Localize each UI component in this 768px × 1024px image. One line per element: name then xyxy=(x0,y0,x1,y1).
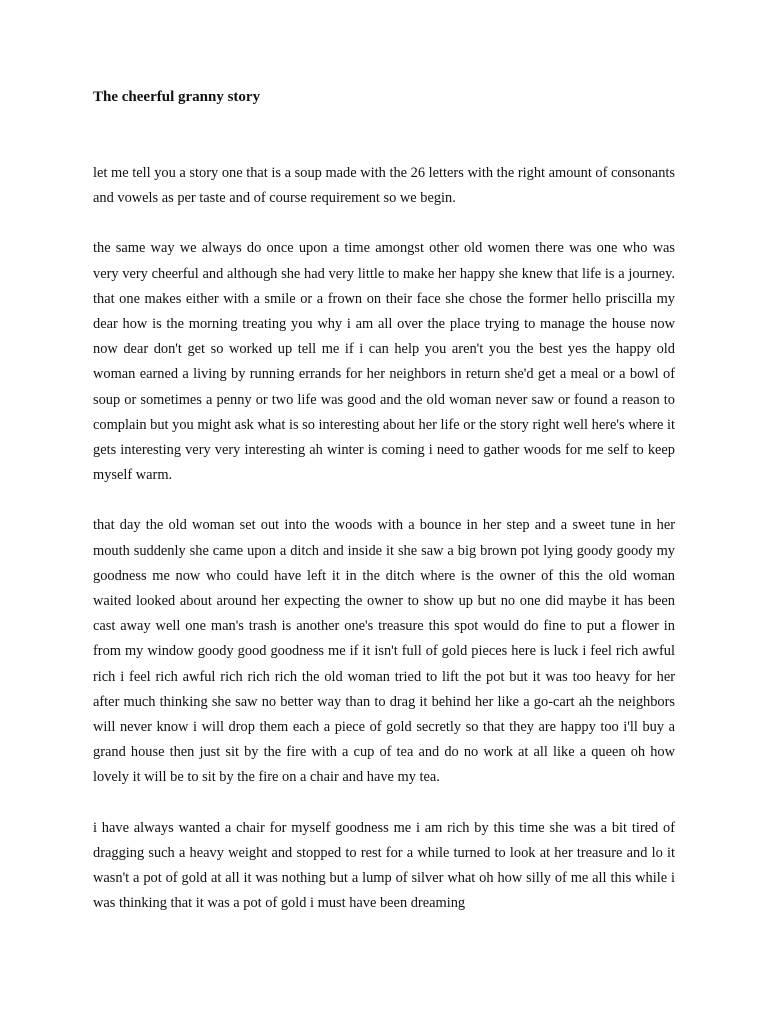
document-title: The cheerful granny story xyxy=(93,89,261,105)
paragraph-cheerful-woman: the same way we always do once upon a time amongst other old women there was one who was very very cheerful and although she had very little to make her happy she knew that life is a journey. that one makes either with a smile or a frown on their face she chose the former hello priscilla my dear how is the morning treating you why i am all over the place trying to manage the house now now dear don't get so worked up tell me if i can help you aren't you the best yes the happy old woman earned a living by running errands for her neighbors in return she'd get a meal or a bowl of soup or sometimes a penny or two life was good and the old woman never saw or found a reason to complain but you might ask what is so interesting about her life or the story right well here's where it gets interesting very very interesting ah winter is coming i need to gather woods for me self to keep myself warm. xyxy=(93,240,675,484)
story-body xyxy=(93,161,675,941)
paragraph-pot-in-ditch: that day the old woman set out into the woods with a bounce in her step and a sweet tune in her mouth suddenly she came upon a ditch and inside it she saw a big brown pot lying goody goody my goodness me now who could have left it in the ditch where is the owner of this the old woman waited looked about around her expecting the owner to show up but no one did maybe it has been cast away well one man's trash is another one's treasure this spot would do fine to put a flower in from my window goody good goodness me if it isn't full of gold pieces here is luck i feel rich awful rich i feel rich awful rich rich rich the old woman tried to lift the pot but it was too heavy for her after much thinking she saw no better way than to drag it behind her like a go-cart ah the neighbors will never know i will drop them each a piece of gold secretly so that they are happy too i'll buy a grand house then just sit by the fire with a cup of tea and do no work at all like a queen oh how lovely it will be to sit by the fire on a chair and have my tea. xyxy=(93,517,675,786)
paragraph-intro: let me tell you a story one that is a soup made with the 26 letters with the right amount of consonants and vowels as per taste and of course requirement so we begin. xyxy=(93,165,675,207)
paragraph-silver-lump: i have always wanted a chair for myself goodness me i am rich by this time she was a bit tired of dragging such a heavy weight and stopped to rest for a while turned to look at her treasure and lo it wasn't a pot of gold at all it was nothing but a lump of silver what oh how silly of me all this while i was thinking that it was a pot of gold i must have been dreaming xyxy=(93,819,675,912)
